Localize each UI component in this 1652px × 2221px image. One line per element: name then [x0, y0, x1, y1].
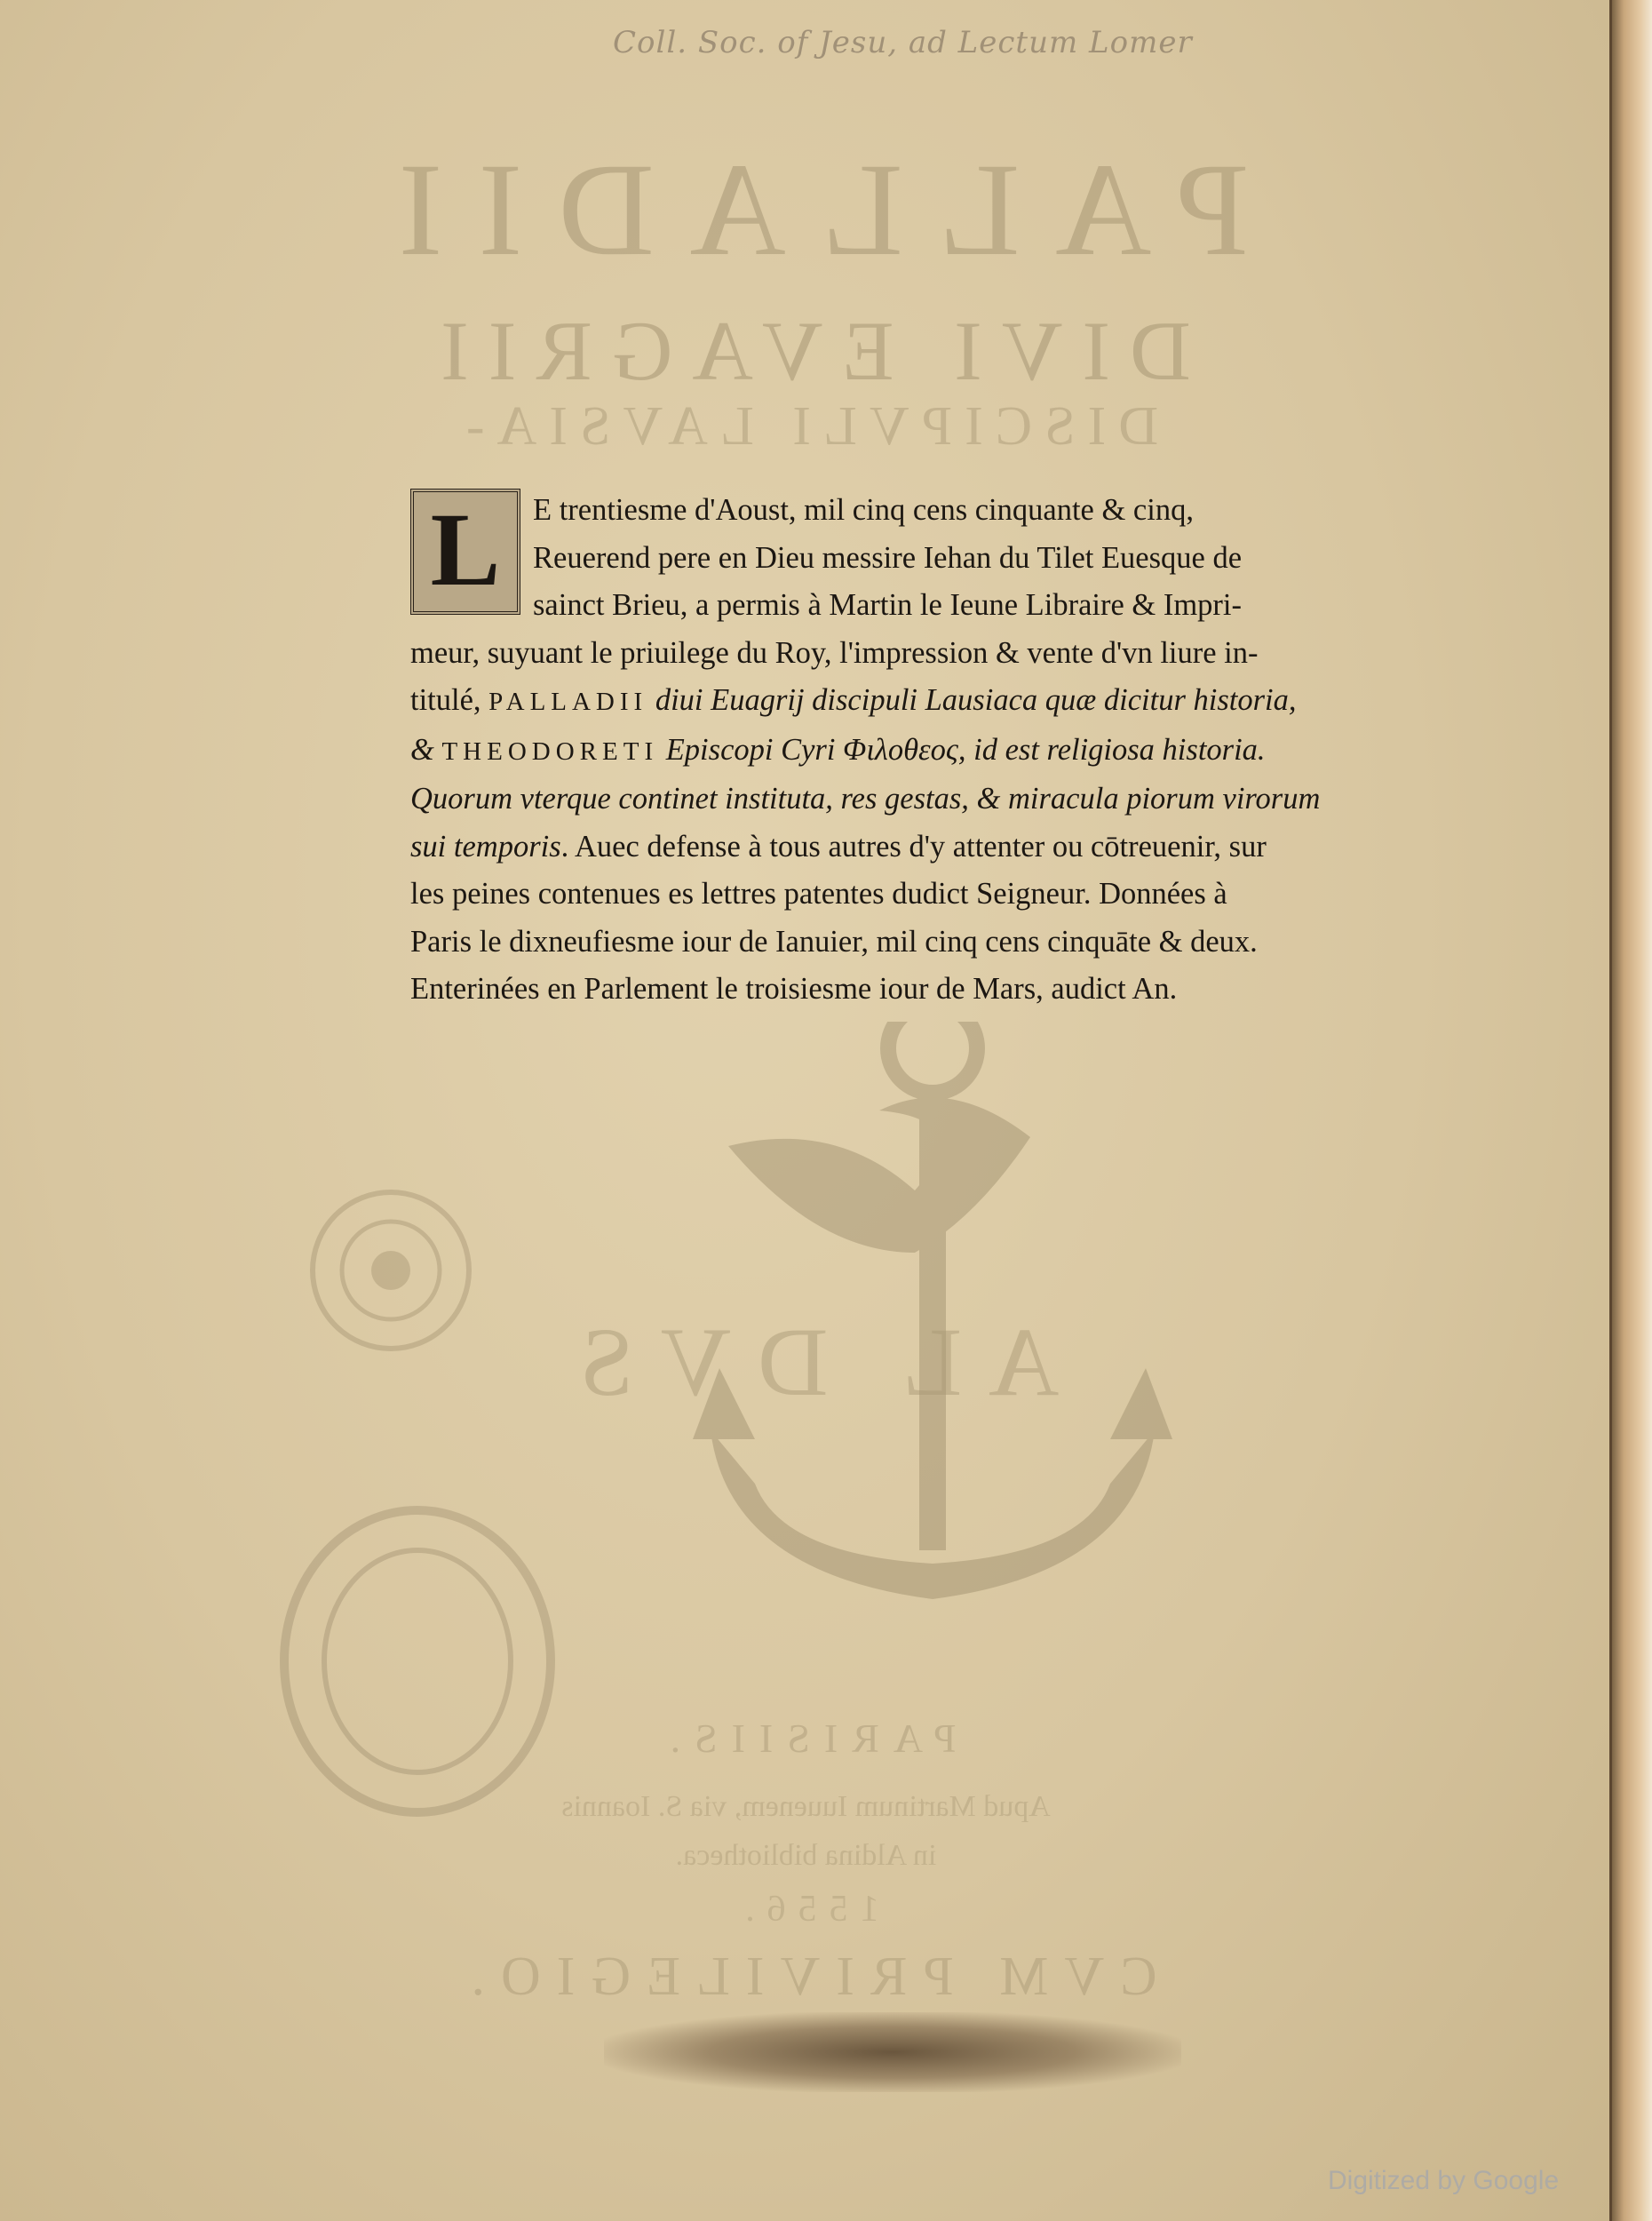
show-through-printer-line-2: in Aldina bibliotheca.: [675, 1839, 937, 1872]
notice-line-8-c: . Auec defense à tous autres d'y attenter ou cōtreuenir, sur: [560, 829, 1267, 864]
show-through-year: 1556.: [733, 1889, 879, 1930]
ink-smudge: [604, 2012, 1181, 2092]
notice-line-9: les peines contenues es lettres patentes dudict Seigneur. Données à: [410, 877, 1227, 911]
show-through-subtitle-2: DISCIPVLI LAVSIA-: [453, 396, 1159, 457]
show-through-title: PALLADII: [362, 136, 1250, 283]
library-stamp-icon: [266, 1493, 568, 1830]
digitization-watermark: Digitized by Google: [1328, 2166, 1560, 2195]
notice-line-8-a: sui temporis: [410, 829, 561, 864]
author-palladii: PALLADII: [488, 688, 648, 716]
notice-line-2: Reuerend pere en Dieu messire Iehan du Tilet Euesque de: [533, 540, 1243, 575]
decorated-initial-letter: L: [430, 491, 501, 608]
handwritten-inscription: Coll. Soc. of Jesu, ad Lectum Lomer: [613, 25, 1193, 60]
notice-line-6: [410, 727, 1432, 776]
notice-line-10: Paris le dixneufiesme iour de Ianuier, mil cinq cens cinquāte & deux.: [410, 924, 1258, 959]
notice-line-7: Quorum vterque continet instituta, res gestas, & miracula piorum virorum: [410, 782, 1321, 816]
show-through-privilege: CVM PRIVILEGIO.: [455, 1946, 1157, 2007]
privilege-notice: [410, 487, 1432, 1014]
notice-line-6-c: Episcopi Cyri Φιλοθεος, id est religiosa historia.: [658, 732, 1266, 767]
decorated-initial: [410, 489, 520, 615]
page-edge: [1612, 0, 1652, 2221]
notice-line-5-c: diui Euagrij discipuli Lausiaca quæ dicitur historia,: [647, 683, 1297, 717]
notice-line-8: [410, 824, 1432, 872]
notice-line-5: [410, 677, 1432, 727]
show-through-device-motto: AL DVS: [552, 1308, 1060, 1416]
notice-line-6-a: &: [410, 732, 442, 767]
author-theodoreti: THEODORETI: [441, 736, 659, 766]
show-through-subtitle: DIVI EVAGRII: [421, 304, 1191, 398]
notice-line-4: meur, suyuant le priuilege du Roy, l'impression & vente d'vn liure in-: [410, 635, 1259, 670]
show-through-printer-line-1: Apud Martinum Iuuenem, via S. Ioannis: [561, 1790, 1051, 1823]
notice-line-1: E trentiesme d'Aoust, mil cinq cens cinquante & cinq,: [533, 493, 1194, 527]
notice-line-5-a: titulé,: [410, 683, 489, 717]
notice-line-11: Enterinées en Parlement le troisiesme iour de Mars, audict An.: [410, 972, 1178, 1006]
show-through-city: PARISIIS.: [655, 1716, 957, 1761]
notice-line-3: sainct Brieu, a permis à Martin le Ieune Libraire & Impri-: [533, 588, 1242, 622]
